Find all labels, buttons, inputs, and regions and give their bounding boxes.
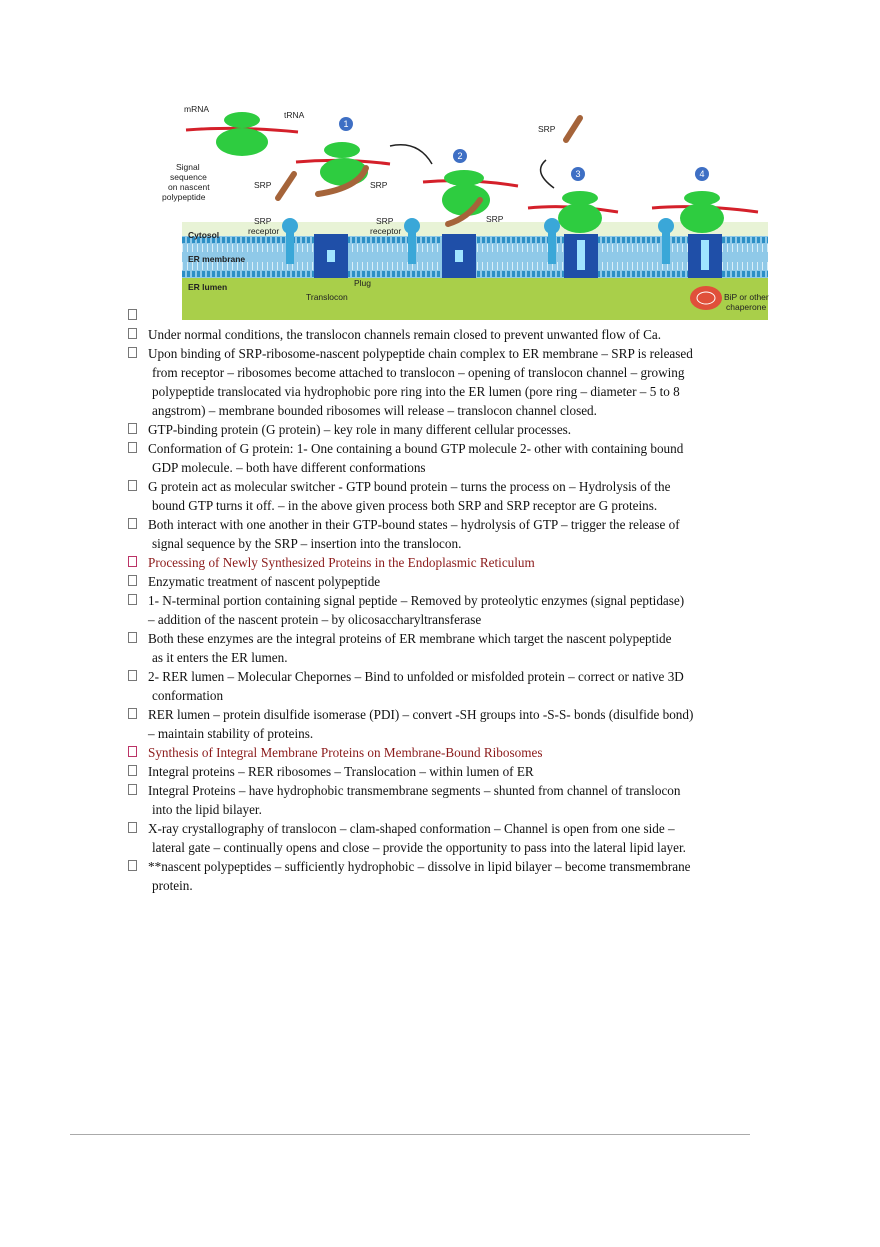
list-item: G protein act as molecular switcher - GTP bound protein – turns the process on – Hydrolysis of the bound GTP turns it off. – in the above given process both SRP and SRP receptor are G proteins.	[128, 477, 748, 515]
notes-list	[128, 306, 748, 895]
list-item: **nascent polypeptides – sufficiently hydrophobic – dissolve in lipid bilayer – become transmembrane protein.	[128, 857, 748, 895]
label-signal-4: polypeptide	[162, 192, 206, 202]
arrow-2	[541, 160, 554, 188]
bullet-icon	[128, 575, 137, 586]
bullet-icon	[128, 309, 137, 320]
label-trna: tRNA	[284, 110, 305, 120]
label-signal-2: sequence	[170, 172, 207, 182]
label-bip-1: BiP or other	[724, 292, 769, 302]
list-item: GTP-binding protein (G protein) – key role in many different cellular processes.	[128, 420, 748, 439]
label-signal-1: Signal	[176, 162, 200, 172]
label-plug: Plug	[354, 278, 372, 288]
list-item: Both interact with one another in their GTP-bound states – hydrolysis of GTP – trigger the release of signal sequence by the SRP – insertion into the translocon.	[128, 515, 748, 553]
bullet-icon	[128, 765, 137, 776]
bullet-icon	[128, 670, 137, 681]
label-cytosol: Cytosol	[188, 230, 220, 240]
bullet-icon	[128, 632, 137, 643]
label-receptor-1a: SRP	[254, 216, 272, 226]
step-1: 1	[343, 119, 349, 129]
bullet-icon	[128, 746, 137, 757]
arrow-1	[390, 145, 432, 164]
label-er-lumen: ER lumen	[188, 282, 228, 292]
list-item: Integral Proteins – have hydrophobic transmembrane segments – shunted from channel of translocon into the lipid bilayer.	[128, 781, 748, 819]
translocation-figure	[162, 100, 769, 320]
bullet-icon	[128, 708, 137, 719]
figure-svg	[162, 100, 769, 320]
label-signal-3: on nascent	[168, 182, 210, 192]
bullet-icon	[128, 423, 137, 434]
list-item	[128, 306, 748, 325]
bullet-icon	[128, 822, 137, 833]
label-bip-2: chaperone	[726, 302, 767, 312]
footer-divider	[70, 1134, 750, 1135]
ribosome-3	[558, 191, 602, 233]
step-3: 3	[575, 169, 581, 179]
ribosome-0	[216, 112, 268, 156]
section-heading: Processing of Newly Synthesized Proteins in the Endoplasmic Reticulum	[128, 553, 748, 572]
section-heading: Synthesis of Integral Membrane Proteins on Membrane-Bound Ribosomes	[128, 743, 748, 762]
bullet-icon	[128, 518, 137, 529]
step-4: 4	[699, 169, 705, 179]
label-srp-d: SRP	[538, 124, 556, 134]
label-srp-b: SRP	[370, 180, 388, 190]
bullet-icon	[128, 556, 137, 567]
list-item: Conformation of G protein: 1- One containing a bound GTP molecule 2- other with containing bound GDP molecule. – both have different conformations	[128, 439, 748, 477]
bullet-icon	[128, 347, 137, 358]
bullet-icon	[128, 480, 137, 491]
list-item: Integral proteins – RER ribosomes – Translocation – within lumen of ER	[128, 762, 748, 781]
list-item: X-ray crystallography of translocon – clam-shaped conformation – Channel is open from one side – lateral gate – continually opens and close – provide the opportunity to pass into the lateral lipid layer.	[128, 819, 748, 857]
label-translocon: Translocon	[306, 292, 348, 302]
bullet-icon	[128, 328, 137, 339]
bullet-icon	[128, 594, 137, 605]
ribosome-4	[680, 191, 724, 233]
list-item: Upon binding of SRP-ribosome-nascent polypeptide chain complex to ER membrane – SRP is released from receptor – ribosomes become attached to translocon – opening of translocon channel – growing polypeptide translocated via hydrophobic pore ring into the ER lumen (pore ring – diameter – 5 to 8 angstrom) – membrane bounded ribosomes will release – translocon channel closed.	[128, 344, 748, 420]
label-mrna: mRNA	[184, 104, 210, 114]
bullet-icon	[128, 860, 137, 871]
list-item: Under normal conditions, the translocon channels remain closed to prevent unwanted flow of Ca.	[128, 325, 748, 344]
label-receptor-1b: receptor	[248, 226, 280, 236]
list-item: RER lumen – protein disulfide isomerase (PDI) – convert -SH groups into -S-S- bonds (disulfide bond) – maintain stability of proteins.	[128, 705, 748, 743]
label-receptor-2a: SRP	[376, 216, 394, 226]
list-item: Enzymatic treatment of nascent polypeptide	[128, 572, 748, 591]
list-item: 2- RER lumen – Molecular Chepornes – Bind to unfolded or misfolded protein – correct or native 3D conformation	[128, 667, 748, 705]
label-receptor-2b: receptor	[370, 226, 402, 236]
label-srp-c: SRP	[486, 214, 504, 224]
list-item: 1- N-terminal portion containing signal peptide – Removed by proteolytic enzymes (signal peptidase) – addition of the nascent protein – by olicosaccharyltransferase	[128, 591, 748, 629]
label-er-membrane: ER membrane	[188, 254, 246, 264]
list-item: Both these enzymes are the integral proteins of ER membrane which target the nascent polypeptide as it enters the ER lumen.	[128, 629, 748, 667]
step-markers	[339, 117, 709, 181]
bullet-icon	[128, 784, 137, 795]
bullet-icon	[128, 442, 137, 453]
label-srp-a: SRP	[254, 180, 272, 190]
step-2: 2	[457, 151, 463, 161]
ribosome-2	[442, 170, 490, 216]
